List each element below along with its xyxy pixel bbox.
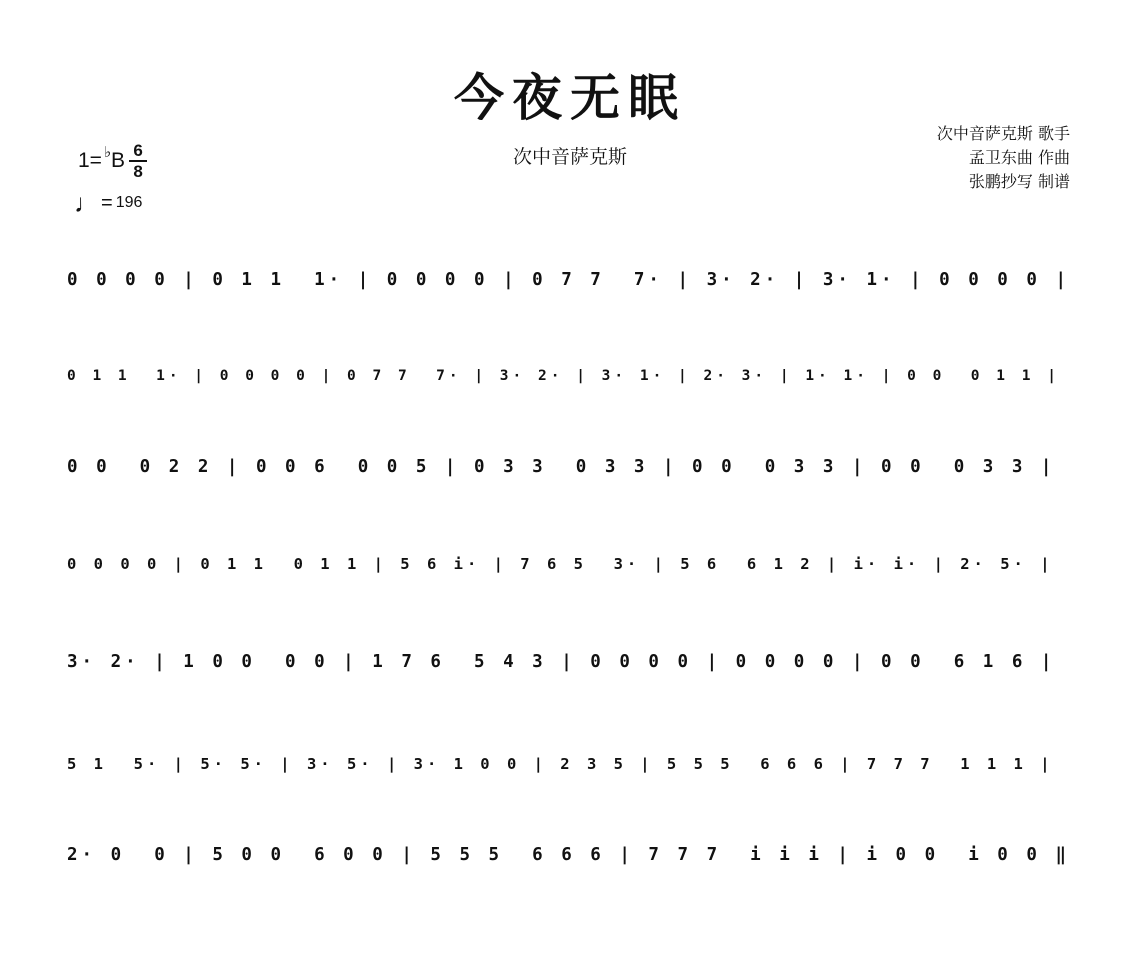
score-line-3: 0 0 0 2 2 | 0 0 6 0 0 5 | 0 3 3 0 3 3 | 0 0 0 3 3 | 0 0 0 3 3 | [67, 457, 1056, 477]
score-line-2: 0 1 1 1· | 0 0 0 0 | 0 7 7 7· | 3· 2· | 3· 1· | 2· 3· | 1· 1· | 0 0 0 1 1 | [67, 368, 1060, 384]
credit-composer: 孟卫东曲 作曲 [968, 148, 1070, 167]
score-line-6: 5 1 5· | 5· 5· | 3· 5· | 3· 1 0 0 | 2 3 5 | 5 5 5 6 6 6 | 7 7 7 1 1 1 | [67, 755, 1054, 773]
score-line-4: 0 0 0 0 | 0 1 1 0 1 1 | 5 6 i· | 7 6 5 3· | 5 6 6 1 2 | i· i· | 2· 5· | [67, 555, 1054, 573]
key-signature [78, 142, 147, 180]
instrument-subtitle: 次中音萨克斯 [512, 146, 627, 168]
tempo-marking [74, 190, 142, 216]
key-label: 1= [78, 148, 102, 172]
time-numerator: 6 [133, 141, 143, 160]
flat-sign: ♭ [103, 143, 112, 161]
tempo-equals: = [101, 191, 113, 214]
time-denominator: 8 [133, 161, 143, 181]
credit-transcriber: 张鹏抄写 制谱 [968, 172, 1070, 191]
time-signature [129, 142, 147, 180]
page-title: 今夜无眠 [454, 69, 686, 127]
tempo-value: 196 [115, 194, 143, 211]
score-line-7: 2· 0 0 | 5 0 0 6 0 0 | 5 5 5 6 6 6 | 7 7 7 i i i | i 0 0 i 0 0 ‖ [67, 845, 1070, 865]
credits [937, 122, 1070, 194]
score-line-1: 0 0 0 0 | 0 1 1 1· | 0 0 0 0 | 0 7 7 7· | 3· 2· | 3· 1· | 0 0 0 0 | [67, 270, 1070, 290]
key-note: B [111, 148, 126, 172]
quarter-note-icon: ♩ [74, 188, 100, 218]
credit-singer: 次中音萨克斯 歌手 [936, 124, 1070, 143]
score-line-5: 3· 2· | 1 0 0 0 0 | 1 7 6 5 4 3 | 0 0 0 0 | 0 0 0 0 | 0 0 6 1 6 | [67, 652, 1056, 672]
